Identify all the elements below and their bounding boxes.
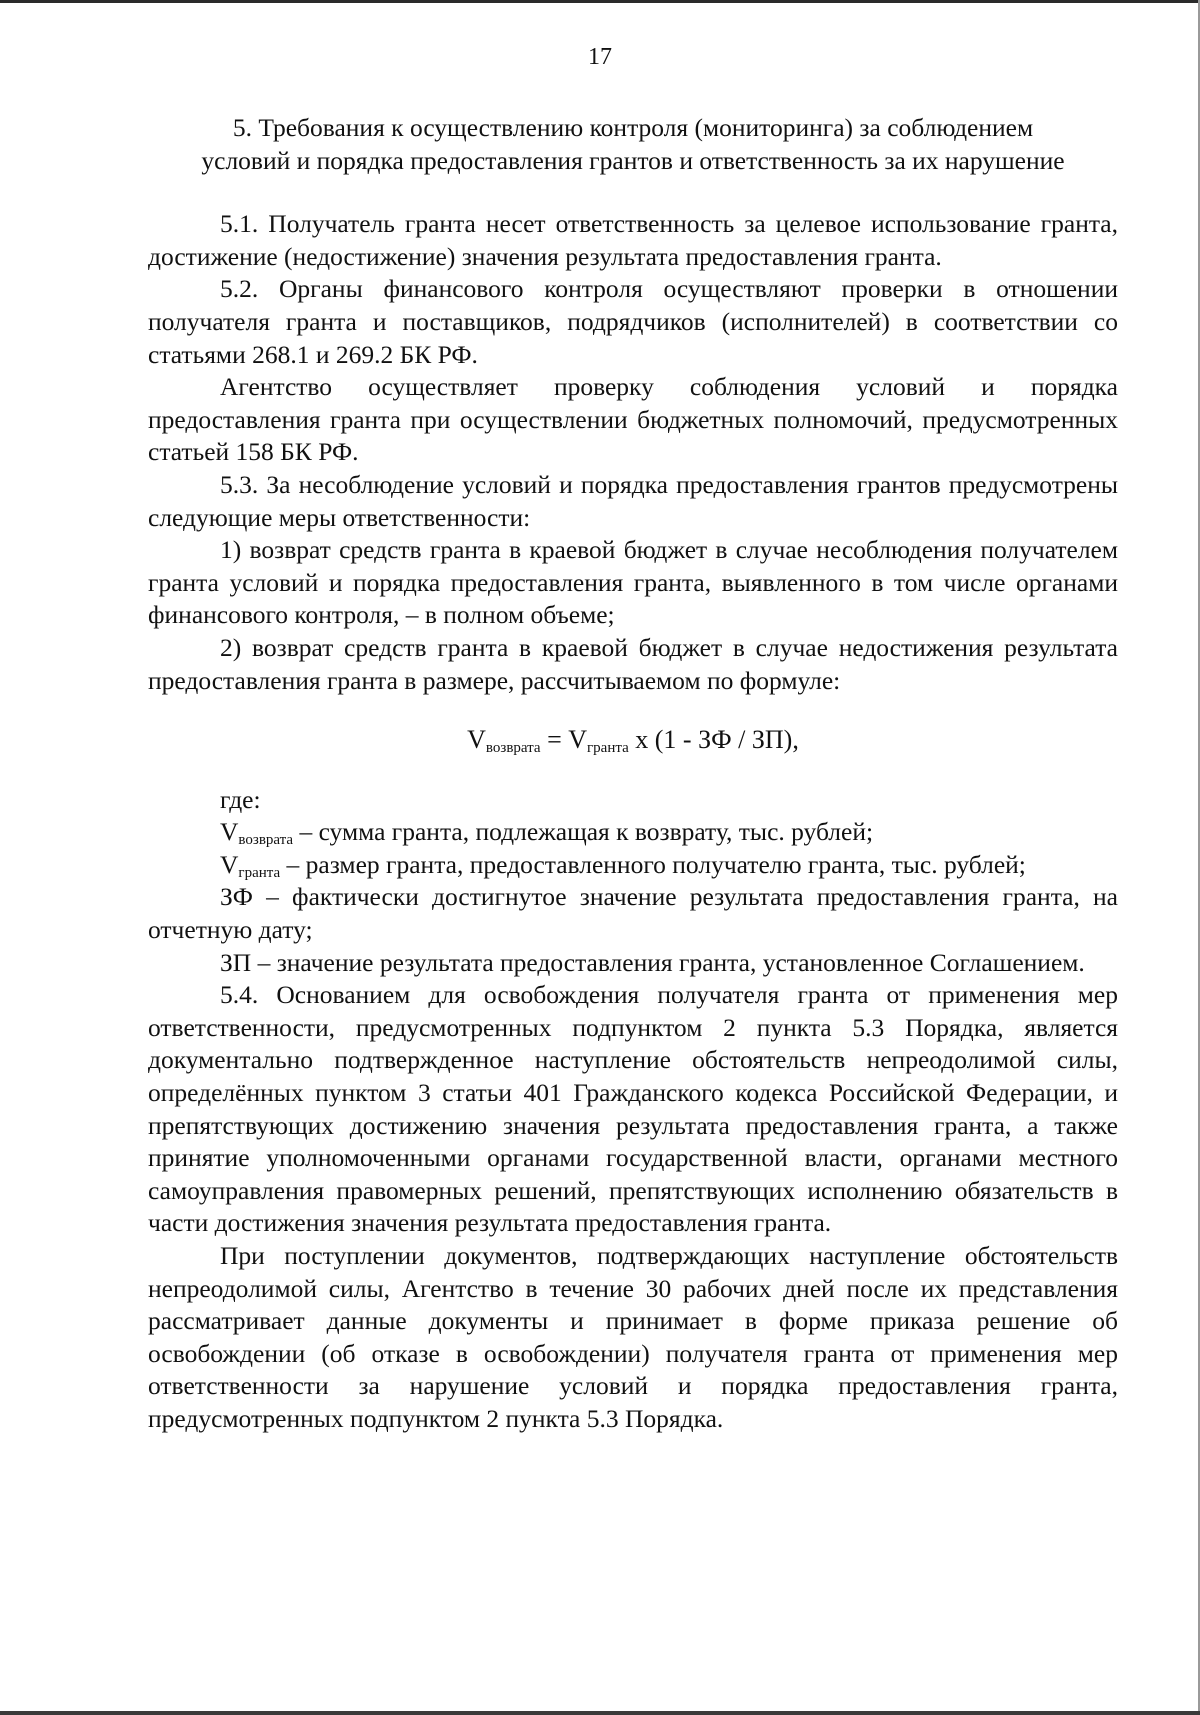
def-v-grant-symbol: V xyxy=(220,849,239,879)
formula-v-grant: V xyxy=(568,725,588,755)
where-label: где: xyxy=(220,784,261,814)
formula-sub-grant: гранта xyxy=(587,740,629,757)
refund-formula xyxy=(148,724,1118,757)
definition-v-grant xyxy=(148,849,1118,882)
scan-edge-top xyxy=(0,0,1200,3)
formula-sub-return: возврата xyxy=(485,740,541,757)
formula-rest: x (1 - ЗФ / ЗП), xyxy=(628,725,799,755)
def-v-grant-sub: гранта xyxy=(238,864,281,881)
paragraph-5-2: 5.2. Органы финансового контроля осуществляют проверки в отношении получателя гранта и поставщиков, подрядчиков (исполнителей) в соответствии со статьями 268.1 и 269.2 БК РФ. xyxy=(148,274,1118,369)
formula-equals: = xyxy=(540,725,569,755)
scan-edge-bottom xyxy=(0,1711,1200,1715)
paragraph-final: При поступлении документов, подтверждающих наступление обстоятельств непреодолимой силы, Агентство в течение 30 рабочих дней после их представления рассматривает данные документы и принимает в форме приказа решение об освобождении (об отказе в освобождении) получателя гранта от применения мер ответственности за нарушение условий и порядка предоставления гранта, предусмотренных подпунктом 2 пункта 5.3 Порядка. xyxy=(148,1241,1118,1433)
page-number: 17 xyxy=(588,44,612,70)
definition-v-return xyxy=(148,816,1118,849)
def-v-return-text: – сумма гранта, подлежащая к возврату, тыс. рублей; xyxy=(293,817,874,847)
def-v-grant-text: – размер гранта, предоставленного получателю гранта, тыс. рублей; xyxy=(280,849,1026,879)
document-body xyxy=(148,112,1118,1436)
list-item-1: 1) возврат средств гранта в краевой бюджет в случае несоблюдения получателем гранта условий и порядка предоставления гранта, выявленного в том числе органами финансового контроля, – в полном объеме; xyxy=(148,535,1118,630)
paragraph-5-3: 5.3. За несоблюдение условий и порядка предоставления грантов предусмотрены следующие меры ответственности: xyxy=(148,469,1118,532)
paragraph-5-4: 5.4. Основанием для освобождения получателя гранта от применения мер ответственности, предусмотренных подпунктом 2 пункта 5.3 Порядка, является документально подтвержденное наступление обстоятельств непреодолимой силы, определённых пунктом 3 статьи 401 Гражданского кодекса Российской Федерации, и препятствующих достижению значения результата предоставления гранта, а также принятие уполномоченными органами государственной власти, органами местного самоуправления правомерных решений, препятствующих исполнению обязательств в части достижения значения результата предоставления гранта. xyxy=(148,980,1118,1238)
list-item-2: 2) возврат средств гранта в краевой бюджет в случае недостижения результата предоставления гранта в размере, рассчитываемом по формуле: xyxy=(148,632,1118,695)
paragraph-5-1: 5.1. Получатель гранта несет ответственность за целевое использование гранта, достижение (недостижение) значения результата предоставления гранта. xyxy=(148,209,1118,271)
definition-zf: ЗФ – фактически достигнутое значение результата предоставления гранта, на отчетную дату; xyxy=(148,882,1118,945)
def-v-return-symbol: V xyxy=(220,817,239,847)
section-title-line-1: 5. Требования к осуществлению контроля (мониторинга) за соблюдением xyxy=(232,113,1034,142)
formula-v-return: V xyxy=(467,725,486,755)
section-title xyxy=(148,112,1118,177)
definition-zp: ЗП – значение результата предоставления гранта, установленное Соглашением. xyxy=(220,947,1085,977)
paragraph-agency-check: Агентство осуществляет проверку соблюдения условий и порядка предоставления гранта при осуществлении бюджетных полномочий, предусмотренных статьей 158 БК РФ. xyxy=(148,372,1118,467)
def-v-return-sub: возврата xyxy=(238,832,294,849)
section-title-line-2: условий и порядка предоставления грантов и ответственность за их нарушение xyxy=(201,145,1065,175)
